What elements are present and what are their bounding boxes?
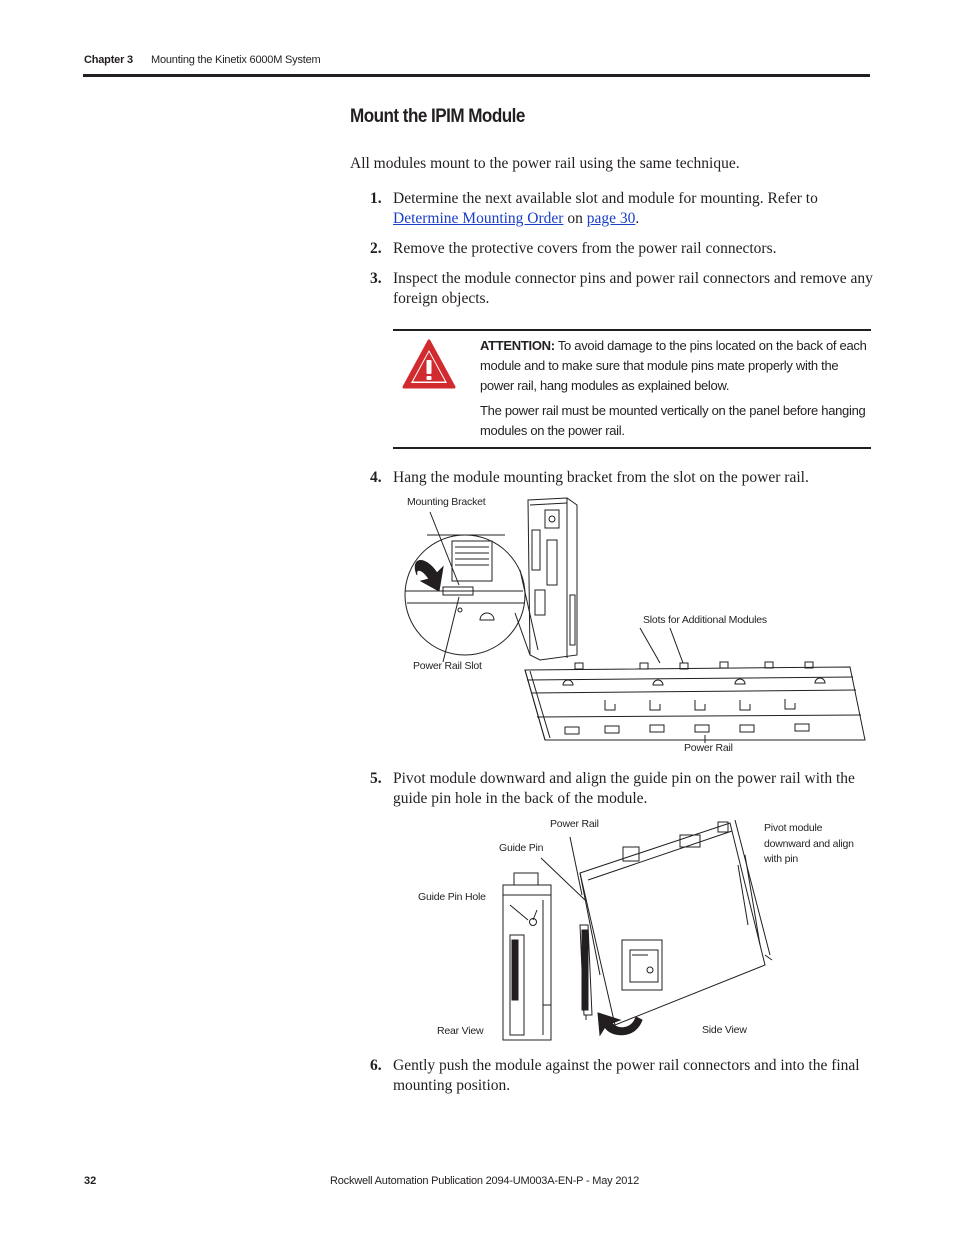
step-text-on: on [563, 210, 587, 227]
step-text: Pivot module downward and align the guide pin on the power rail with the guide pin hole in the back of the module. [393, 770, 855, 807]
side-view-drawing [580, 820, 772, 1025]
page-30-link[interactable]: page 30 [586, 210, 636, 227]
page-number: 32 [84, 1175, 97, 1187]
label-side-view: Side View [702, 1024, 747, 1036]
step-number: 1. [370, 190, 382, 207]
chapter-label: Chapter 3 [84, 54, 133, 66]
power-rail-drawing [525, 662, 865, 740]
zoom-circle [405, 535, 538, 655]
attention-top-rule [393, 329, 871, 331]
label-pivot-line-1: Pivot module [764, 822, 823, 834]
intro-paragraph: All modules mount to the power rail using the same technique. [350, 155, 740, 172]
label-guide-pin-hole: Guide Pin Hole [418, 891, 486, 903]
step-number: 6. [370, 1057, 382, 1074]
figure-2-pivot-module [410, 815, 810, 1045]
label-power-rail: Power Rail [684, 742, 733, 754]
label-pivot-line-2: downward and align [764, 838, 854, 850]
attention-text [480, 336, 870, 396]
chapter-title: Mounting the Kinetix 6000M System [151, 54, 321, 66]
step-text: Inspect the module connector pins and power rail connectors and remove any foreign objects. [393, 270, 873, 307]
attention-note: The power rail must be mounted vertically on the panel before hanging modules on the power rail. [480, 403, 866, 438]
step-number: 5. [370, 770, 382, 787]
step-number: 3. [370, 270, 382, 287]
label-power-rail-2: Power Rail [550, 818, 599, 830]
header-rule [83, 74, 870, 77]
label-mounting-bracket: Mounting Bracket [407, 496, 486, 508]
module-drawing [528, 498, 577, 660]
publication-info: Rockwell Automation Publication 2094-UM003A-EN-P - May 2012 [330, 1175, 639, 1187]
attention-body: To avoid damage to the pins located on the back of each module and to make sure that module pins mate properly with the power rail, hang modules as explained below. [480, 338, 867, 393]
step-number: 4. [370, 469, 382, 486]
step-number: 2. [370, 240, 382, 257]
step-text: Gently push the module against the power rail connectors and into the final mounting position. [393, 1057, 860, 1094]
attention-bottom-rule [393, 447, 871, 449]
rear-view-drawing [503, 873, 551, 1040]
label-rear-view: Rear View [437, 1025, 484, 1037]
warning-triangle-icon [401, 338, 457, 390]
attention-label: ATTENTION: [480, 338, 555, 353]
step-text-period: . [635, 210, 640, 227]
section-title: Mount the IPIM Module [350, 106, 525, 127]
label-pivot-line-3: with pin [764, 853, 799, 865]
determine-mounting-order-link[interactable]: Determine Mounting Order [393, 210, 564, 227]
label-power-rail-slot: Power Rail Slot [413, 660, 482, 672]
label-slots-additional-modules: Slots for Additional Modules [643, 614, 767, 626]
power-rail-side-drawing [580, 925, 592, 1020]
step-text: Remove the protective covers from the power rail connectors. [393, 240, 777, 257]
step-text: Determine the next available slot and module for mounting. Refer to [393, 190, 818, 207]
label-guide-pin: Guide Pin [499, 842, 544, 854]
step-text: Hang the module mounting bracket from the slot on the power rail. [393, 469, 809, 486]
figure-1-hang-module [395, 495, 870, 750]
